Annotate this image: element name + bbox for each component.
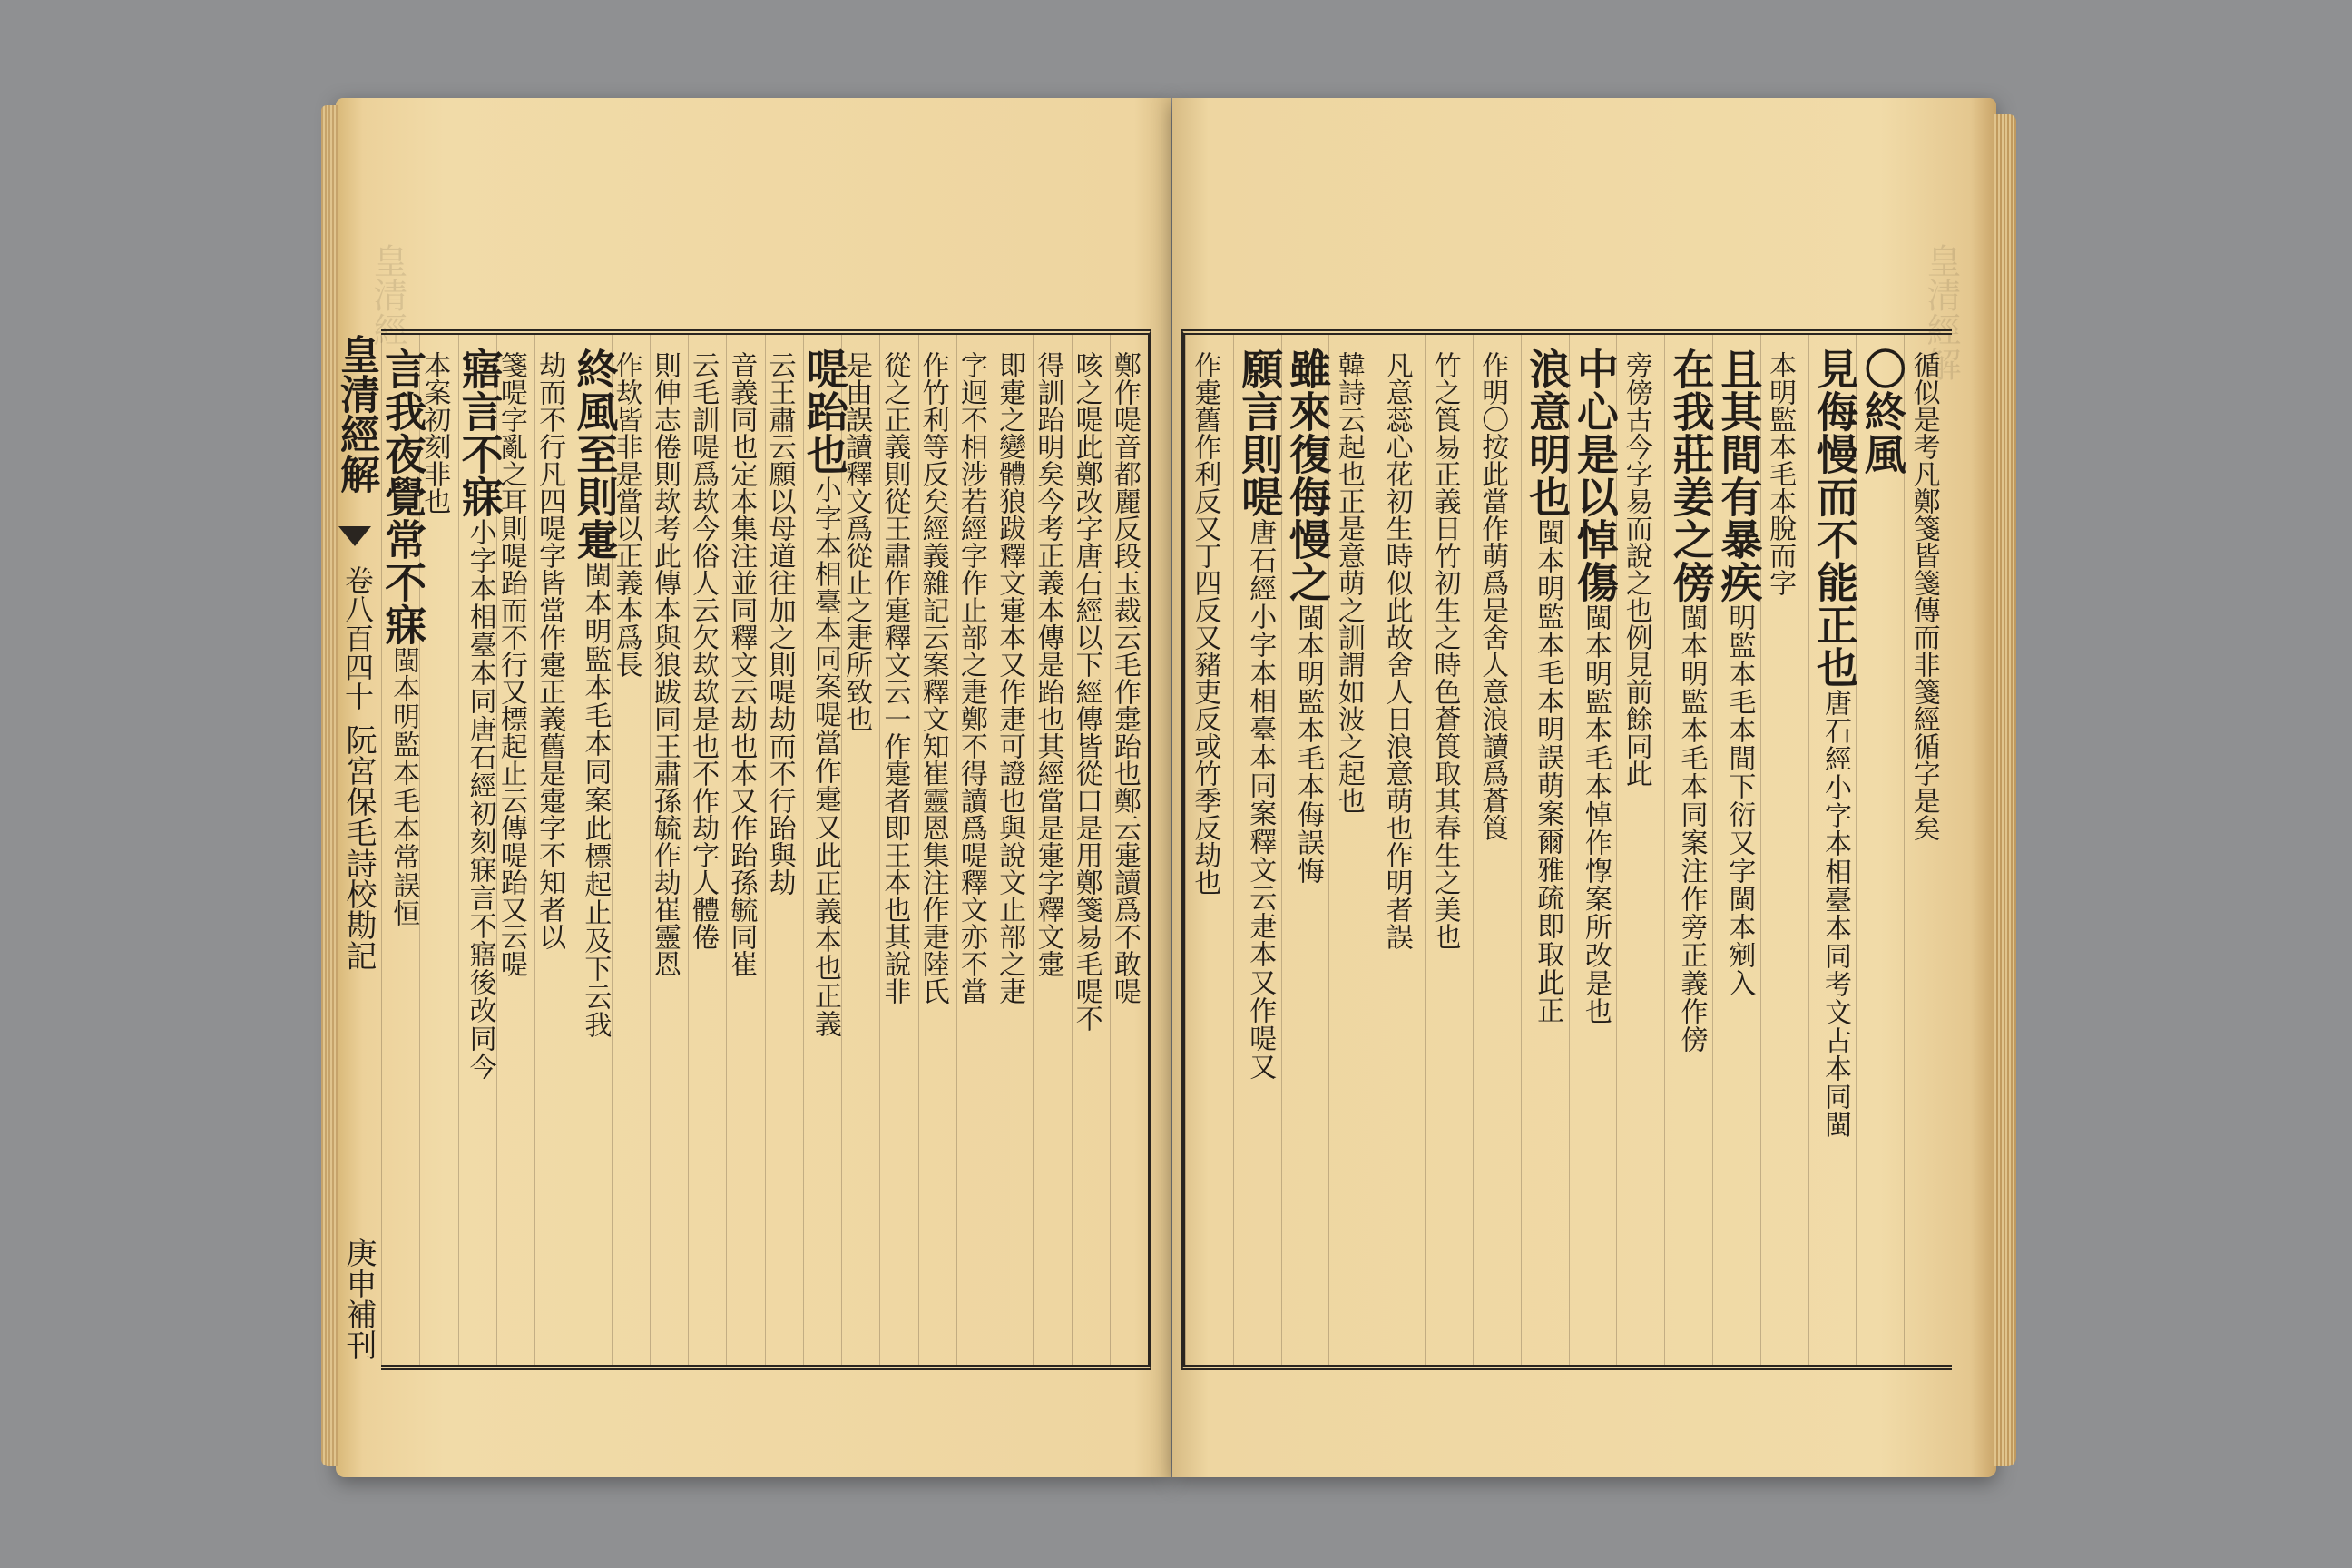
left-page — [333, 98, 1171, 1477]
right-column-rule — [1233, 335, 1234, 1365]
left-text-column — [799, 348, 849, 1038]
right-column-annotation: 閩本明監本毛本同案注作旁正義作傍 — [1675, 603, 1708, 1054]
left-column-main-text: 箋㖷字亂之耳則㖷跆而不行又標起止云傳㖷跆又云㖷 — [495, 351, 527, 977]
right-text-column — [1428, 351, 1461, 950]
right-column-main-text: 旁傍古今字易而說之也例見前餘同此 — [1620, 351, 1652, 787]
left-text-column — [763, 351, 796, 896]
right-column-main-text: 且其間有暴疾 — [1714, 348, 1764, 603]
left-column-annotation: 閩本明監本毛本常誤恒 — [387, 646, 420, 927]
right-text-column — [1332, 351, 1365, 814]
right-column-main-text: 雖來復侮慢之 — [1283, 348, 1333, 603]
right-column-annotation: 閩本明監本毛本明誤萌案爾雅疏即取此正 — [1532, 518, 1564, 1024]
right-column-rule — [1185, 335, 1186, 1365]
left-column-annotation: 閩本明監本毛本同案此標起止及下云我 — [579, 561, 612, 1039]
right-column-main-text: 循似是考凡鄭箋皆箋傳而非箋經循字是矣 — [1907, 351, 1940, 841]
left-column-main-text: 云王肅云願以母道往加之則㖷劫而不行跆與劫 — [763, 351, 796, 896]
right-print-frame — [1181, 329, 1952, 1370]
right-text-column — [1809, 348, 1859, 1139]
margin-volume: 卷八百四十 — [340, 565, 375, 710]
left-text-column — [1108, 351, 1141, 1004]
right-column-annotation: 閩本明監本毛本侮誤悔 — [1292, 603, 1325, 885]
right-column-rule — [1473, 335, 1474, 1365]
right-column-main-text: 凡意蕊心花初生時似此故舍人日浪意萌也作明者誤 — [1380, 351, 1413, 950]
margin-title: 皇清經解 — [333, 334, 379, 494]
left-print-frame — [378, 329, 1152, 1370]
right-column-rule — [1808, 335, 1809, 1365]
right-text-column — [1907, 351, 1940, 841]
right-text-column — [1476, 351, 1509, 841]
margin-footer: 庚申補刊 — [340, 1237, 377, 1360]
right-page-edge — [1994, 114, 2016, 1466]
left-column-main-text: 終風至則疐 — [570, 348, 620, 561]
right-column-main-text: 作明〇按此當作萌爲是舍人意浪讀爲蒼筤 — [1476, 351, 1509, 841]
left-column-main-text: 㖷跆也 — [799, 348, 849, 475]
right-column-main-text: 願言則㖷 — [1235, 348, 1285, 518]
margin-author: 阮宮保毛詩校勘記 — [340, 724, 377, 971]
right-column-main-text: 見侮慢而不能正也 — [1809, 348, 1859, 689]
right-page — [1172, 98, 1996, 1477]
bleed-through-right: 皇清經解 — [1921, 243, 1961, 381]
right-text-column — [1380, 351, 1413, 950]
left-text-column — [1070, 351, 1102, 1032]
open-book — [333, 98, 1996, 1477]
left-column-main-text: 則伸志倦則㰦考此傳本與狼跋同王肅孫毓作劫崔靈恩 — [648, 351, 681, 977]
left-column-main-text: 從之正義則從王肅作疐釋文云一作疐者即王本也其說非 — [878, 351, 911, 1004]
right-column-main-text: 竹之筤易正義日竹初生之時色蒼筤取其春生之美也 — [1428, 351, 1461, 950]
right-column-main-text: 作疐舊作利反又丁四反又豬吏反或竹季反劫也 — [1189, 351, 1221, 896]
left-column-main-text: 作㰦皆非是當以正義本爲長 — [610, 351, 642, 678]
right-column-main-text: 本明監本毛本脫而字 — [1764, 351, 1797, 596]
left-column-main-text: 本案初刻非也 — [418, 351, 451, 514]
left-text-column — [648, 351, 681, 977]
left-column-main-text: 云毛訓㖷爲㰦今俗人云欠㰦㰦是也不作劫字人體倦 — [687, 351, 720, 950]
left-column-main-text: 即疐之變體狼跋釋文疐本又作疌可證也與說文止部之疌 — [994, 351, 1026, 1004]
left-column-main-text: 音義同也定本集注並同釋文云劫也本又作跆孫毓同崔 — [725, 351, 758, 977]
left-text-column — [725, 351, 758, 977]
left-column-main-text: 言我夜覺常不寐 — [378, 348, 428, 646]
right-text-column — [1523, 348, 1573, 1024]
right-column-annotation: 閩本明監本毛本悼作惸案所改是也 — [1579, 603, 1612, 1025]
left-column-main-text: 鄭作㖷音都麗反段玉裁云毛作疐跆也鄭云疐讀爲不敢㖷 — [1108, 351, 1141, 1004]
left-column-main-text: 寤言不寐 — [455, 348, 505, 518]
right-column-main-text: 韓詩云起也正是意萌之訓謂如波之起也 — [1332, 351, 1365, 814]
left-text-column — [455, 348, 505, 1081]
right-column-main-text: 浪意明也 — [1523, 348, 1573, 518]
right-text-column — [1714, 348, 1764, 997]
right-column-annotation: 唐石經小字本相臺本同案釋文云疌本又作㖷又 — [1244, 518, 1277, 1081]
right-text-column — [1189, 351, 1221, 896]
right-text-area — [1185, 335, 1952, 1365]
right-column-rule — [1521, 335, 1522, 1365]
right-text-column — [1283, 348, 1333, 885]
left-column-main-text: 咳之㖷此鄭改字唐石經以下經傳皆從口是用鄭箋易毛㖷不 — [1070, 351, 1102, 1032]
left-column-main-text: 是由誤讀釋文爲從止之疌所致也 — [840, 351, 873, 732]
left-text-column — [687, 351, 720, 950]
left-column-annotation: 小字本相臺本同唐石經初刻寐言不寤後改同今 — [464, 518, 496, 1081]
right-column-annotation: 唐石經小字本相臺本同考文古本同閩 — [1818, 689, 1851, 1139]
fishtail-mark — [338, 526, 371, 546]
right-column-annotation: 明監本毛本間下衍又字閩本剜入 — [1723, 603, 1756, 997]
right-text-column — [1622, 351, 1650, 787]
right-column-main-text: 〇終風 — [1857, 348, 1907, 475]
right-text-column — [1857, 348, 1907, 475]
left-text-column — [570, 348, 620, 1039]
right-column-main-text: 在我莊姜之傍 — [1666, 348, 1716, 603]
right-column-rule — [1904, 335, 1905, 1365]
right-text-column — [1764, 351, 1797, 596]
left-text-area — [378, 335, 1148, 1365]
right-column-rule — [1425, 335, 1426, 1365]
left-text-column — [994, 351, 1026, 1004]
left-text-column — [378, 348, 428, 927]
right-text-column — [1570, 348, 1620, 1025]
left-page-edge — [321, 105, 338, 1466]
left-column-annotation: 小字本相臺本同案㖷當作疐又此正義本也正義 — [808, 475, 841, 1038]
left-text-column — [878, 351, 911, 1004]
right-column-rule — [1664, 335, 1665, 1365]
left-text-column — [1032, 351, 1064, 977]
right-text-column — [1666, 348, 1716, 1054]
left-text-column — [916, 351, 949, 1004]
bleed-through: 皇清經 — [368, 243, 407, 347]
left-column-main-text: 作竹利等反矣經義雜記云案釋文知崔靈恩集注作疌陸氏 — [916, 351, 949, 1004]
right-column-main-text: 中心是以悼傷 — [1570, 348, 1620, 603]
left-column-main-text: 字迥不相涉若經字作止部之疌鄭不得讀爲㖷釋文亦不當 — [955, 351, 987, 1004]
right-text-column — [1235, 348, 1285, 1081]
left-column-main-text: 得訓跆明矣今考正義本傳是跆也其經當是疐字釋文疐 — [1032, 351, 1064, 977]
left-column-main-text: 劫而不行凡四㖷字皆當作疐正義舊是疐字不知者以 — [534, 351, 566, 950]
left-text-column — [957, 351, 985, 1004]
left-text-column — [534, 351, 566, 950]
